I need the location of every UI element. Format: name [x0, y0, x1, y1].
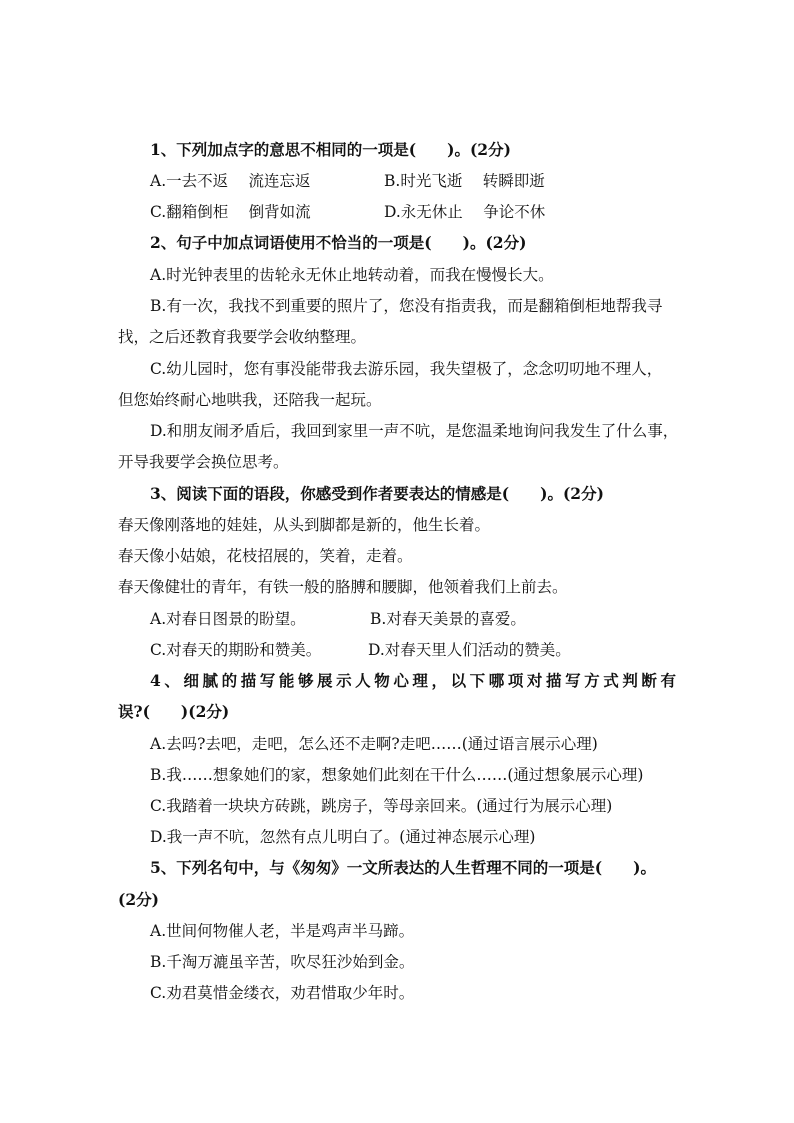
question-4-stem-line-2: 误?( )(2分): [118, 702, 230, 721]
q2-option-c: C.幼儿园时，您有事没能带我去游乐园，我失望极了，念念叨叨地不理人，: [150, 360, 663, 378]
q3-passage-line-2: 春天像小姑娘，花枝招展的，笑着，走着。: [118, 547, 413, 565]
q5-option-a: A.世间何物催人老，半是鸡声半马蹄。: [150, 922, 415, 940]
q2-option-b-cont: 找，之后还教育我要学会收纳整理。: [118, 328, 367, 346]
q2-option-d: D.和朋友闹矛盾后，我回到家里一声不吭，是您温柔地询问我发生了什么事，: [150, 422, 679, 440]
q3-passage-line-3: 春天像健壮的青年，有铁一般的胳膊和腰脚，他领着我们上前去。: [118, 578, 568, 596]
q4-option-c: C.我踏着一块块方砖跳，跳房子，等母亲回来。(通过行为展示心理): [150, 797, 613, 815]
q3-option-d: D.对春天里人们活动的赞美。: [368, 641, 571, 659]
question-4-stem-line-1: 4、细腻的描写能够展示人物心理，以下哪项对描写方式判断有: [150, 671, 676, 690]
q3-passage-line-1: 春天像刚落地的娃娃，从头到脚都是新的，他生长着。: [118, 516, 491, 534]
q1-option-b: B.时光飞逝 转瞬即逝: [384, 172, 545, 190]
q1-option-d: D.永无休止 争论不休: [384, 203, 546, 221]
q3-option-a: A.对春日图景的盼望。: [150, 610, 306, 628]
q5-option-c: C.劝君莫惜金缕衣，劝君惜取少年时。: [150, 984, 415, 1002]
q2-option-b: B.有一次，我找不到重要的照片了，您没有指责我，而是翻箱倒柜地帮我寻: [150, 297, 663, 315]
q1-option-c: C.翻箱倒柜 倒背如流: [150, 203, 311, 221]
question-2-stem: 2、句子中加点词语使用不恰当的一项是( )。(2分): [150, 233, 527, 252]
q3-option-b: B.对春天美景的喜爱。: [370, 610, 526, 628]
q4-option-d: D.我一声不吭，忽然有点儿明白了。(通过神态展示心理): [150, 828, 536, 846]
question-1-stem: 1、下列加点字的意思不相同的一项是( )。(2分): [150, 140, 511, 159]
q4-option-a: A.去吗?去吧，走吧，怎么还不走啊?走吧……(通过语言展示心理): [150, 735, 598, 753]
q5-option-b: B.千淘万漉虽辛苦，吹尽狂沙始到金。: [150, 953, 415, 971]
question-5-stem-line-1: 5、下列名句中，与《匆匆》一文所表达的人生哲理不同的一项是( )。: [150, 858, 656, 877]
question-5-stem-line-2: (2分): [118, 890, 159, 909]
q2-option-a: A.时光钟表里的齿轮永无休止地转动着，而我在慢慢长大。: [150, 266, 554, 284]
question-3-stem: 3、阅读下面的语段，你感受到作者要表达的情感是( )。(2分): [150, 484, 604, 503]
q3-option-c: C.对春天的期盼和赞美。: [150, 641, 322, 659]
q2-option-c-cont: 但您始终耐心地哄我，还陪我一起玩。: [118, 391, 382, 409]
q1-option-a: A.一去不返 流连忘返: [150, 172, 311, 190]
q4-option-b: B.我……想象她们的家，想象她们此刻在干什么……(通过想象展示心理): [150, 766, 644, 784]
q2-option-d-cont: 开导我要学会换位思考。: [118, 453, 289, 471]
